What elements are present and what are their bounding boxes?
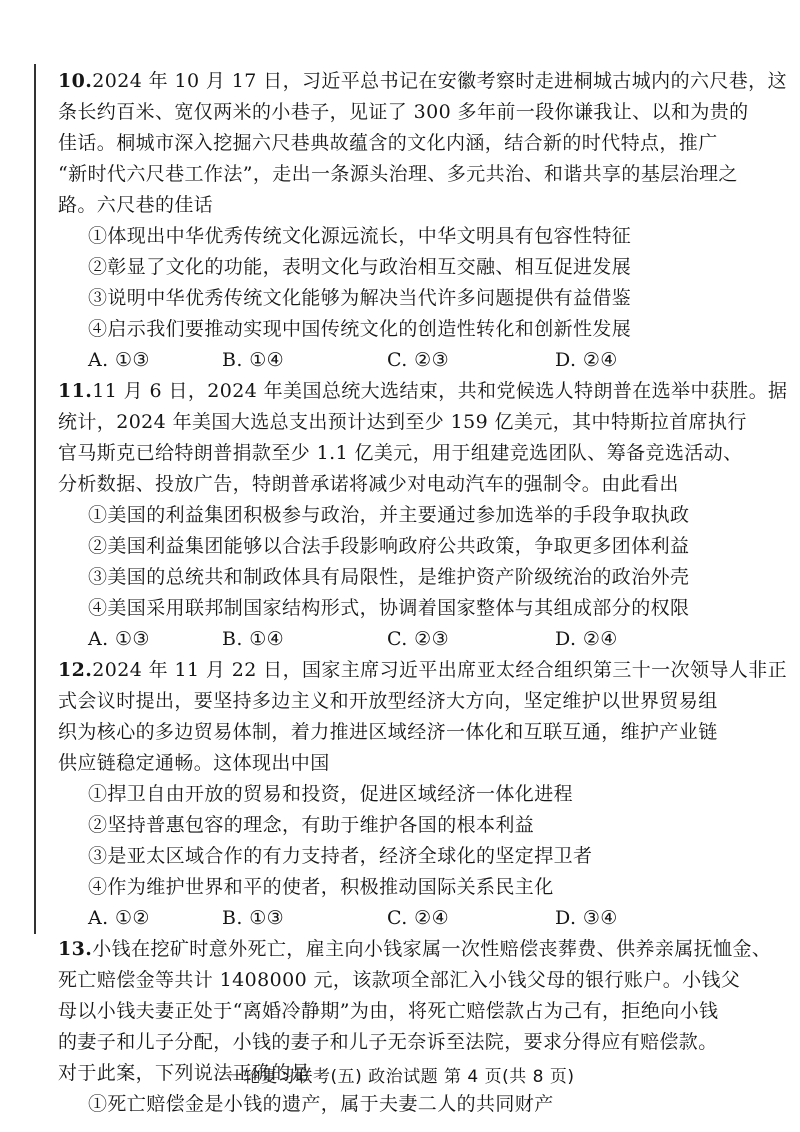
statement-item: ①美国的利益集团积极参与政治，并主要通过参加选举的手段争取执政 bbox=[88, 504, 690, 526]
question-stem-line: 的妻子和儿子分配，小钱的妻子和儿子无奈诉至法院，要求分得应有赔偿款。 bbox=[58, 1031, 718, 1053]
answer-choice[interactable]: D. ②④ bbox=[555, 628, 618, 650]
question-list bbox=[58, 66, 788, 1120]
statement-item: ②彰显了文化的功能，表明文化与政治相互交融、相互促进发展 bbox=[88, 256, 632, 278]
statement-item: ④作为维护世界和平的使者，积极推动国际关系民主化 bbox=[88, 876, 554, 898]
question-stem-text: 2024 年 11 月 22 日，国家主席习近平出席亚太经合组织第三十一次领导人非正 bbox=[92, 659, 787, 681]
statement-item: ③是亚太区域合作的有力支持者，经济全球化的坚定捍卫者 bbox=[88, 845, 593, 867]
question-stem-text: 11 月 6 日，2024 年美国总统大选结束，共和党候选人特朗普在选举中获胜。据 bbox=[92, 380, 788, 402]
answer-choice[interactable]: B. ①④ bbox=[222, 349, 285, 371]
statement-item: ③说明中华优秀传统文化能够为解决当代许多问题提供有益借鉴 bbox=[88, 287, 632, 309]
answer-choice[interactable]: B. ①④ bbox=[222, 628, 285, 650]
margin-rule bbox=[34, 64, 36, 934]
question-stem-text: 小钱在挖矿时意外死亡，雇主向小钱家属一次性赔偿丧葬费、供养亲属抚恤金、 bbox=[92, 938, 772, 960]
statement-item: ④启示我们要推动实现中国传统文化的创造性转化和创新性发展 bbox=[88, 318, 632, 340]
answer-choice[interactable]: A. ①③ bbox=[88, 628, 150, 650]
question-stem-line: 织为核心的多边贸易体制，着力推进区域经济一体化和互联互通，维护产业链 bbox=[58, 721, 718, 743]
question-stem-first-line bbox=[58, 376, 788, 407]
answer-choice[interactable]: A. ①③ bbox=[88, 349, 150, 371]
question-stem-line: 佳话。桐城市深入挖掘六尺巷典故蕴含的文化内涵，结合新的时代特点，推广 bbox=[58, 132, 718, 154]
question-13 bbox=[58, 934, 772, 1120]
answer-choice[interactable]: C. ②④ bbox=[387, 907, 450, 929]
question-stem-first-line bbox=[58, 655, 787, 686]
question-10 bbox=[58, 66, 787, 376]
answer-choice[interactable]: C. ②③ bbox=[387, 628, 450, 650]
question-stem-line: 死亡赔偿金等共计 1408000 元，该款项全部汇入小钱父母的银行账户。小钱父 bbox=[58, 969, 741, 991]
question-number: 12. bbox=[58, 659, 93, 681]
statement-item: ③美国的总统共和制政体具有局限性，是维护资产阶级统治的政治外壳 bbox=[88, 566, 690, 588]
answer-choices bbox=[88, 903, 758, 934]
statement-item: ①体现出中华优秀传统文化源远流长，中华文明具有包容性特征 bbox=[88, 225, 632, 247]
answer-choice[interactable]: A. ①② bbox=[88, 907, 150, 929]
question-stem-line: 对于此案，下列说法正确的是 bbox=[58, 1062, 311, 1084]
statement-item: ①捍卫自由开放的贸易和投资，促进区域经济一体化进程 bbox=[88, 783, 574, 805]
page-footer: 一轮复习联考(五) 政治试题 第 4 页(共 8 页) bbox=[225, 1067, 575, 1087]
question-number: 11. bbox=[58, 380, 93, 402]
question-stem-line: 条长约百米、宽仅两米的小巷子，见证了 300 多年前一段你谦我让、以和为贵的 bbox=[58, 101, 749, 123]
question-stem-first-line bbox=[58, 934, 772, 965]
answer-choices bbox=[88, 345, 758, 376]
statement-item: ②美国利益集团能够以合法手段影响政府公共政策，争取更多团体利益 bbox=[88, 535, 690, 557]
statement-item: ②坚持普惠包容的理念，有助于维护各国的根本利益 bbox=[88, 814, 535, 836]
statement-item: ①死亡赔偿金是小钱的遗产，属于夫妻二人的共同财产 bbox=[88, 1093, 554, 1115]
answer-choice[interactable]: C. ②③ bbox=[387, 349, 450, 371]
question-stem-line: 式会议时提出，要坚持多边主义和开放型经济大方向，坚定维护以世界贸易组 bbox=[58, 690, 718, 712]
question-stem-line: 官马斯克已给特朗普捐款至少 1.1 亿美元，用于组建竞选团队、筹备竞选活动、 bbox=[58, 442, 743, 464]
question-12 bbox=[58, 655, 787, 934]
answer-choice[interactable]: B. ①③ bbox=[222, 907, 285, 929]
question-stem-line: 路。六尺巷的佳话 bbox=[58, 194, 214, 216]
answer-choice[interactable]: D. ③④ bbox=[555, 907, 618, 929]
question-number: 13. bbox=[58, 938, 93, 960]
question-stem-line: 统计，2024 年美国大选总支出预计达到至少 159 亿美元，其中特斯拉首席执行 bbox=[58, 411, 747, 433]
question-stem-line: “新时代六尺巷工作法”，走出一条源头治理、多元共治、和谐共享的基层治理之 bbox=[58, 163, 738, 185]
question-11 bbox=[58, 376, 788, 655]
question-stem-line: 分析数据、投放广告，特朗普承诺将减少对电动汽车的强制令。由此看出 bbox=[58, 473, 679, 495]
question-stem-text: 2024 年 10 月 17 日，习近平总书记在安徽考察时走进桐城古城内的六尺巷，这 bbox=[92, 70, 787, 92]
question-stem-line: 母以小钱夫妻正处于“离婚冷静期”为由，将死亡赔偿款占为己有，拒绝向小钱 bbox=[58, 1000, 719, 1022]
question-stem-line: 供应链稳定通畅。这体现出中国 bbox=[58, 752, 330, 774]
answer-choices bbox=[88, 624, 758, 655]
statement-item: ④美国采用联邦制国家结构形式，协调着国家整体与其组成部分的权限 bbox=[88, 597, 690, 619]
question-stem-first-line bbox=[58, 66, 787, 97]
question-number: 10. bbox=[58, 70, 93, 92]
answer-choice[interactable]: D. ②④ bbox=[555, 349, 618, 371]
